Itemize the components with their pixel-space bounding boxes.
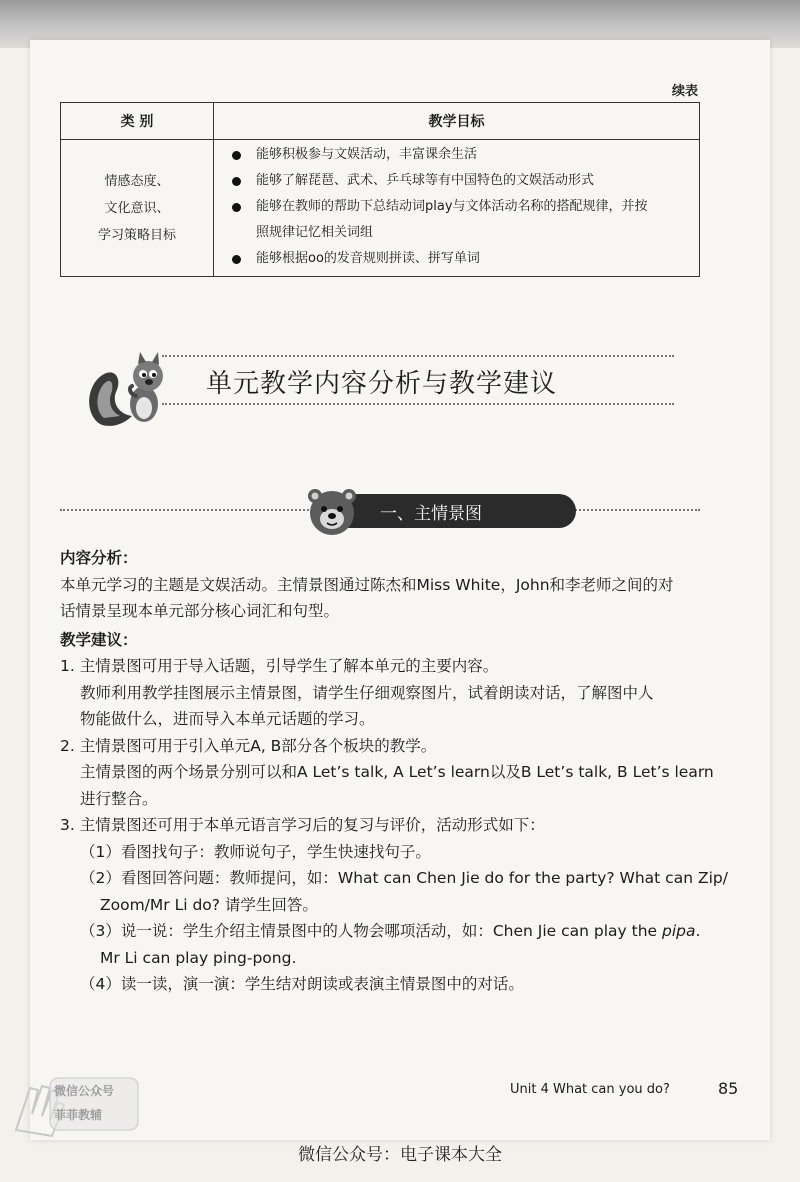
goal-text-continued: 照规律记忆相关词组 [256,225,374,240]
goals-cell [214,140,700,277]
paragraph-line: 教师利用教学挂图展示主情景图，请学生仔细观察图片，试着朗读对话，了解图中人 [80,683,654,702]
goal-text: 能够积极参与文娱活动，丰富课余生活 [256,147,478,162]
list-item: 3. 主情景图还可用于本单元语言学习后的复习与评价，活动形式如下： [60,816,545,834]
italic-term: pipa [662,922,696,940]
sub-list-item: （4）读一读，演一演：学生结对朗读或表演主情景图中的对话。 [80,975,524,993]
paragraph-line: 主情景图的两个场景分别可以和A Let’s talk, A Let’s learn以及B Let’s talk, B Let’s learn [80,763,714,781]
bullet-icon [232,177,241,186]
section-title: 单元教学内容分析与教学建议 [206,369,558,399]
category-line: 学习策略目标 [97,227,176,243]
bottom-watermark: 微信公众号：电子课本大全 [298,1145,502,1165]
body-text [60,545,750,998]
goal-text: 能够了解琵琶、武术、乒乓球等有中国特色的文娱活动形式 [256,173,595,188]
goal-item [230,246,689,272]
header-goals: 教学目标 [214,103,700,140]
sub-list-item: （1）看图找句子：教师说句子，学生快速找句子。 [80,842,431,861]
subsection-header [60,488,700,536]
stamp-line: 菲菲教辅 [54,1108,103,1122]
squirrel-icon [82,344,178,430]
paragraph-line: Zoom/Mr Li do? 请学生回答。 [100,895,318,914]
footer-unit-title: Unit 4 What can you do? [510,1082,670,1097]
subsection-title: 一、主情景图 [380,504,482,524]
table-row [61,140,700,277]
text-span: . [695,922,701,940]
paragraph-line: 进行整合。 [80,789,158,808]
category-cell [61,140,214,277]
paragraph-line: 话情景呈现本单元部分核心词汇和句型。 [60,602,340,620]
paragraph-line: Mr Li can play ping-pong. [100,948,297,967]
bullet-icon [232,203,241,212]
continued-label: 续表 [671,84,698,99]
category-line: 情感态度、 [104,173,170,189]
stamp-line: 微信公众号 [54,1084,115,1098]
sub-list-item [60,918,750,945]
goal-item [230,142,689,168]
list-item: 2. 主情景图可用于引入单元A, B部分各个板块的教学。 [60,736,437,755]
paragraph-line: 物能做什么，进而导入本单元话题的学习。 [80,710,375,728]
goals-table [60,102,700,277]
goal-text: 能够在教师的帮助下总结动词play与文体活动名称的搭配规律，并按 [256,199,648,214]
category-line: 文化意识、 [104,200,170,216]
goal-item [230,194,689,246]
suggestion-heading: 教学建议： [60,630,138,649]
content-heading: 内容分析： [60,549,138,567]
goal-item [230,168,689,194]
dotted-rule [162,403,674,405]
bullet-icon [232,151,241,160]
page-number: 85 [718,1079,739,1098]
goal-text: 能够根据oo的发音规则拼读、拼写单词 [256,251,480,266]
table-header-row [61,103,700,140]
paragraph-line: 本单元学习的主题是文娱活动。主情景图通过陈杰和Miss White，John和李老师之间的对 [60,575,674,594]
stamp-watermark [12,1070,142,1148]
header-category: 类 别 [61,103,214,140]
text-span: （3）说一说：学生介绍主情景图中的人物会哪项活动，如：Chen Jie can play the [80,922,663,940]
list-item: 1. 主情景图可用于导入话题，引导学生了解本单元的主要内容。 [60,657,499,675]
bullet-icon [232,255,241,264]
dotted-rule [162,355,674,357]
sub-list-item: （2）看图回答问题：教师提问，如：What can Chen Jie do for the party? What can Zip/ [80,869,728,887]
bear-icon [301,488,363,536]
